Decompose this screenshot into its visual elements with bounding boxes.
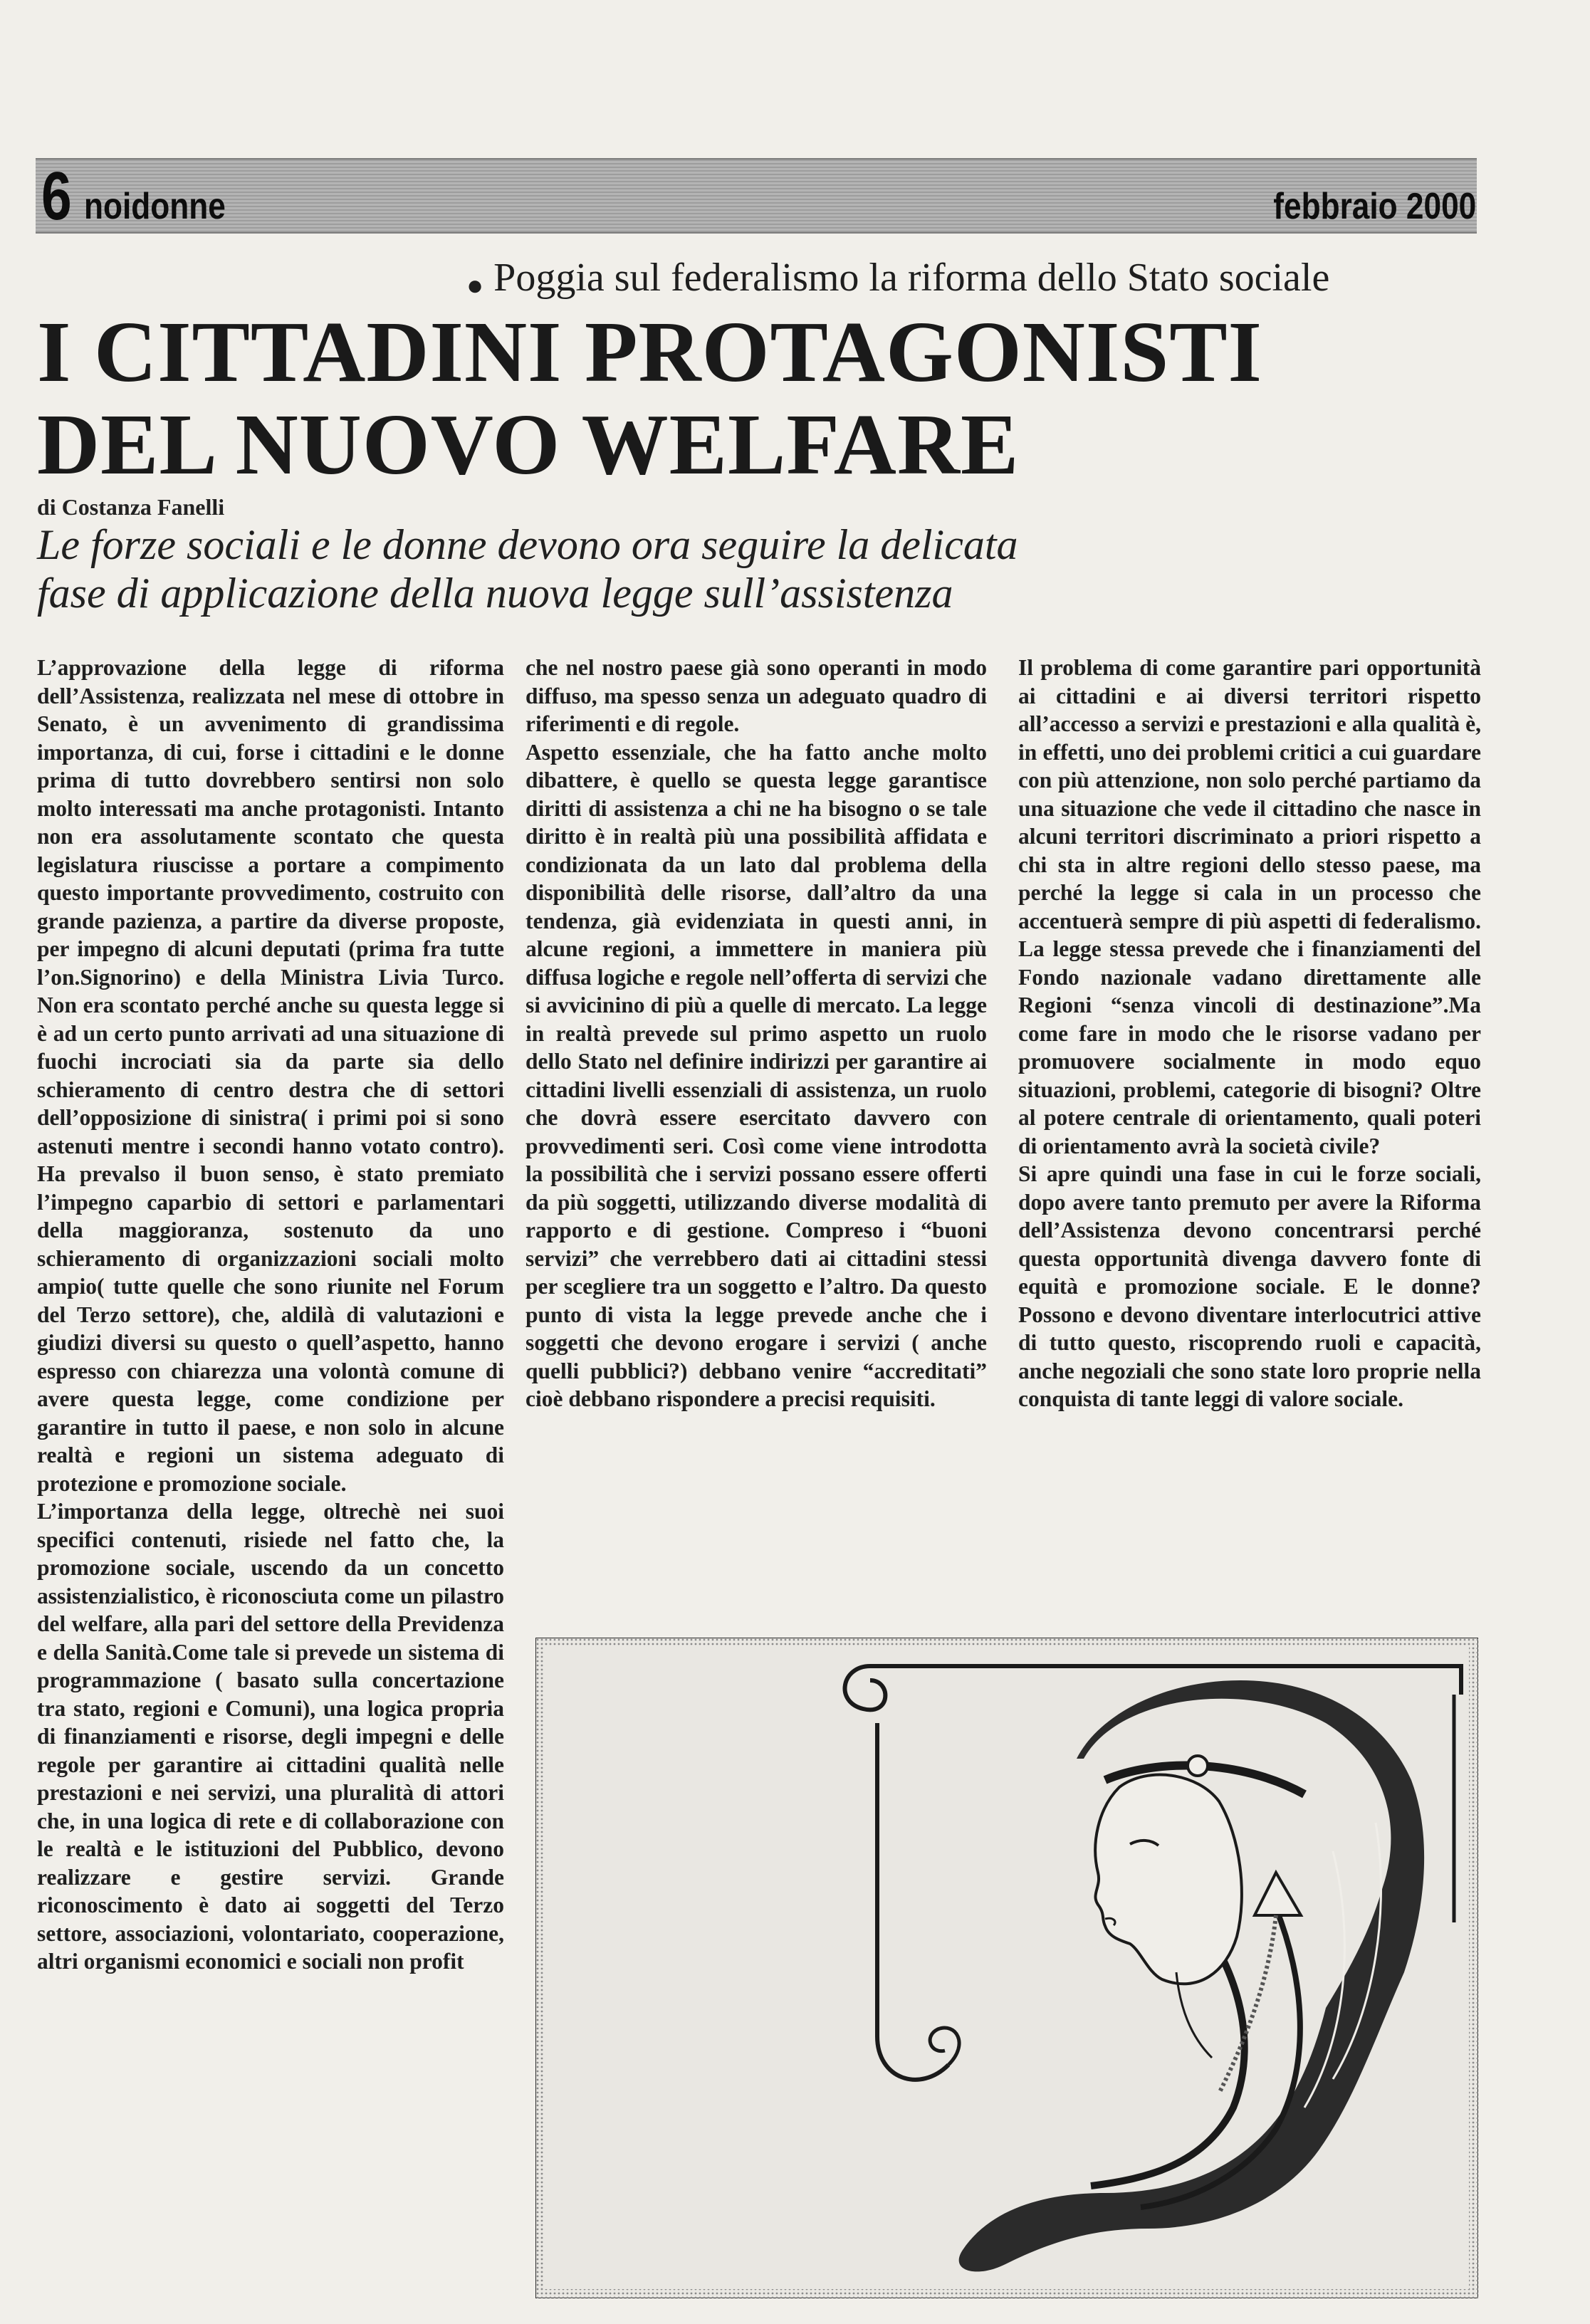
headband-jewel	[1188, 1756, 1208, 1776]
subhead-line-1: Le forze sociali e le donne devono ora seguire la delicata	[37, 521, 1018, 568]
illustration-frame	[535, 1638, 1478, 2298]
kicker-text: Poggia sul federalismo la riforma dello Stato sociale	[493, 256, 1330, 300]
article-kicker	[466, 255, 1329, 304]
byline: di Costanza Fanelli	[37, 494, 225, 520]
headline-line-1: I CITTADINI PROTAGONISTI	[37, 304, 1263, 400]
article-column-2	[525, 654, 987, 1413]
column-2-paragraph-2: Aspetto essenziale, che ha fatto anche molto dibattere, è quello se questa legge garantisce diritti di assistenza a chi ne ha bisogno o se tale diritto è in realtà più una possibilità affidata e condizionata da un lato dal problema della disponibilità delle risorse, dall’altro da una tendenza, già evidenziata in questi anni, in alcune regioni, a immettere in maniera più diffusa logiche e regole nell’offerta di servizi che si avvicinino di più a quelle di mercato. La legge in realtà prevede sul primo aspetto un ruolo dello Stato nel definire indirizzi per garantire ai cittadini livelli essenziali di assistenza, un ruolo che dovrà essere esercitato davvero con provvedimenti seri. Così come viene introdotta la possibilità che i servizi possano essere offerti da più soggetti, utilizzando diverse modalità di rapporto e di gestione. Compreso i “buoni servizi” che verrebbero dati ai cittadini stessi per scegliere tra un soggetto e l’altro. Da questo punto di vista la legge prevede anche che i soggetti che devono erogare i servizi ( anche quelli pubblici?) debbano venire “accreditati” cioè debbano rispondere a precisi requisiti.	[525, 739, 987, 1411]
column-1-paragraph-2: L’importanza della legge, oltrechè nei suoi specifici contenuti, risiede nel fatto che, la promozione sociale, uscendo da un concetto assistenzialistico, è riconosciuta come un pilastro del welfare, alla pari del settore della Previdenza e della Sanità.Come tale si prevede un sistema di programmazione ( basato sulla concertazione tra stato, regioni e Comuni), una logica propria di finanziamenti e risorse, degli impegni e delle regole per garantire ai cittadini qualità nelle prestazioni e nei servizi, una pluralità di attori che, in una logica di rete e di collaborazione con le realtà e le istituzioni del Pubblico, devono realizzare e gestire servizi. Grande riconoscimento è dato ai soggetti del Terzo settore, associazioni, volontariato, cooperazione, altri organismi economici e sociali non profit	[37, 1499, 504, 1974]
publication-name: noidonne	[84, 186, 226, 227]
issue-date: febbraio 2000	[1273, 186, 1476, 227]
page-number: 6	[41, 158, 72, 234]
article-column-3	[1018, 654, 1481, 1413]
column-3-paragraph-1: Il problema di come garantire pari opportunità ai cittadini e ai diversi territori rispetto all’accesso a servizi e prestazioni e alla qualità è, in effetti, uno dei problemi critici a cui guardare con più attenzione, non solo perché partiamo da una situazione che vede il cittadino che nasce in alcuni territori discriminato a priori rispetto a chi sta in altre regioni dello stesso paese, ma perché la legge si cala in un processo che accentuerà sempre di più aspetti di federalismo. La legge stessa prevede che i finanziamenti del Fondo nazionale vadano direttamente alle Regioni “senza vincoli di destinazione”.Ma come fare in modo che le risorse vadano per promuovere socialmente in modo equo situazioni, problemi, categorie di bisogni? Oltre al potere centrale di orientamento, quali poteri di orientamento avrà la società civile?	[1018, 655, 1481, 1158]
page-header-band	[36, 158, 1477, 234]
headline-line-2: DEL NUOVO WELFARE	[37, 397, 1020, 493]
column-1-paragraph-1: L’approvazione della legge di riforma dell’Assistenza, realizzata nel mese di ottobre in Senato, è un avvenimento di grandissima importanza, di cui, forse i cittadini e le donne prima di tutto dovrebbero sentirsi non solo molto interessati ma anche protagonisti. Intanto non era assolutamente scontato che questa legislatura riuscisse a portare a compimento questo importante provvedimento, costruito con grande pazienza, a partire da diverse proposte, per impegno di alcuni deputati (prima fra tutte l’on.Signorino) e della Ministra Livia Turco. Non era scontato perché anche su questa legge si è ad un certo punto arrivati ad una situazione di fuochi incrociati sia da parte sia dello schieramento di centro destra che di settori dell’opposizione di sinistra( i primi poi si sono astenuti mentre i secondi hanno votato contro). Ha prevalso il buon senso, è stato premiato l’impegno caparbio di settori e parlamentari della maggioranza, sostenuto da uno schieramento di organizzazioni sociali molto ampio( tutte quelle che sono riunite nel Forum del Terzo settore), che, aldilà di valutazioni e giudizi diversi su questo o quell’aspetto, hanno espresso con chiarezza una volontà comune di avere questa legge, come condizione per garantire in tutto il paese, e non solo in alcune realtà e regioni un sistema adeguato di protezione e promozione sociale.	[37, 655, 504, 1496]
article-column-1	[37, 654, 504, 1976]
column-3-paragraph-2: Si apre quindi una fase in cui le forze sociali, dopo avere tanto premuto per avere la Riforma dell’Assistenza devono concentrarsi perché questa opportunità divenga davvero fonte di equità e promozione sociale. E le donne? Possono e devono diventare interlocutrici attive di tutto questo, riscoprendo ruoli e capacità, anche negoziali che sono state loro proprie nella conquista di tante leggi di valore sociale.	[1018, 1161, 1481, 1411]
subhead-line-2: fase di applicazione della nuova legge sull’assistenza	[37, 570, 953, 617]
column-2-paragraph-1: che nel nostro paese già sono operanti in modo diffuso, ma spesso senza un adeguato quadro di riferimenti e di regole.	[525, 655, 987, 736]
bullet-icon: ●	[466, 269, 484, 301]
art-nouveau-woman-illustration	[535, 1638, 1478, 2298]
